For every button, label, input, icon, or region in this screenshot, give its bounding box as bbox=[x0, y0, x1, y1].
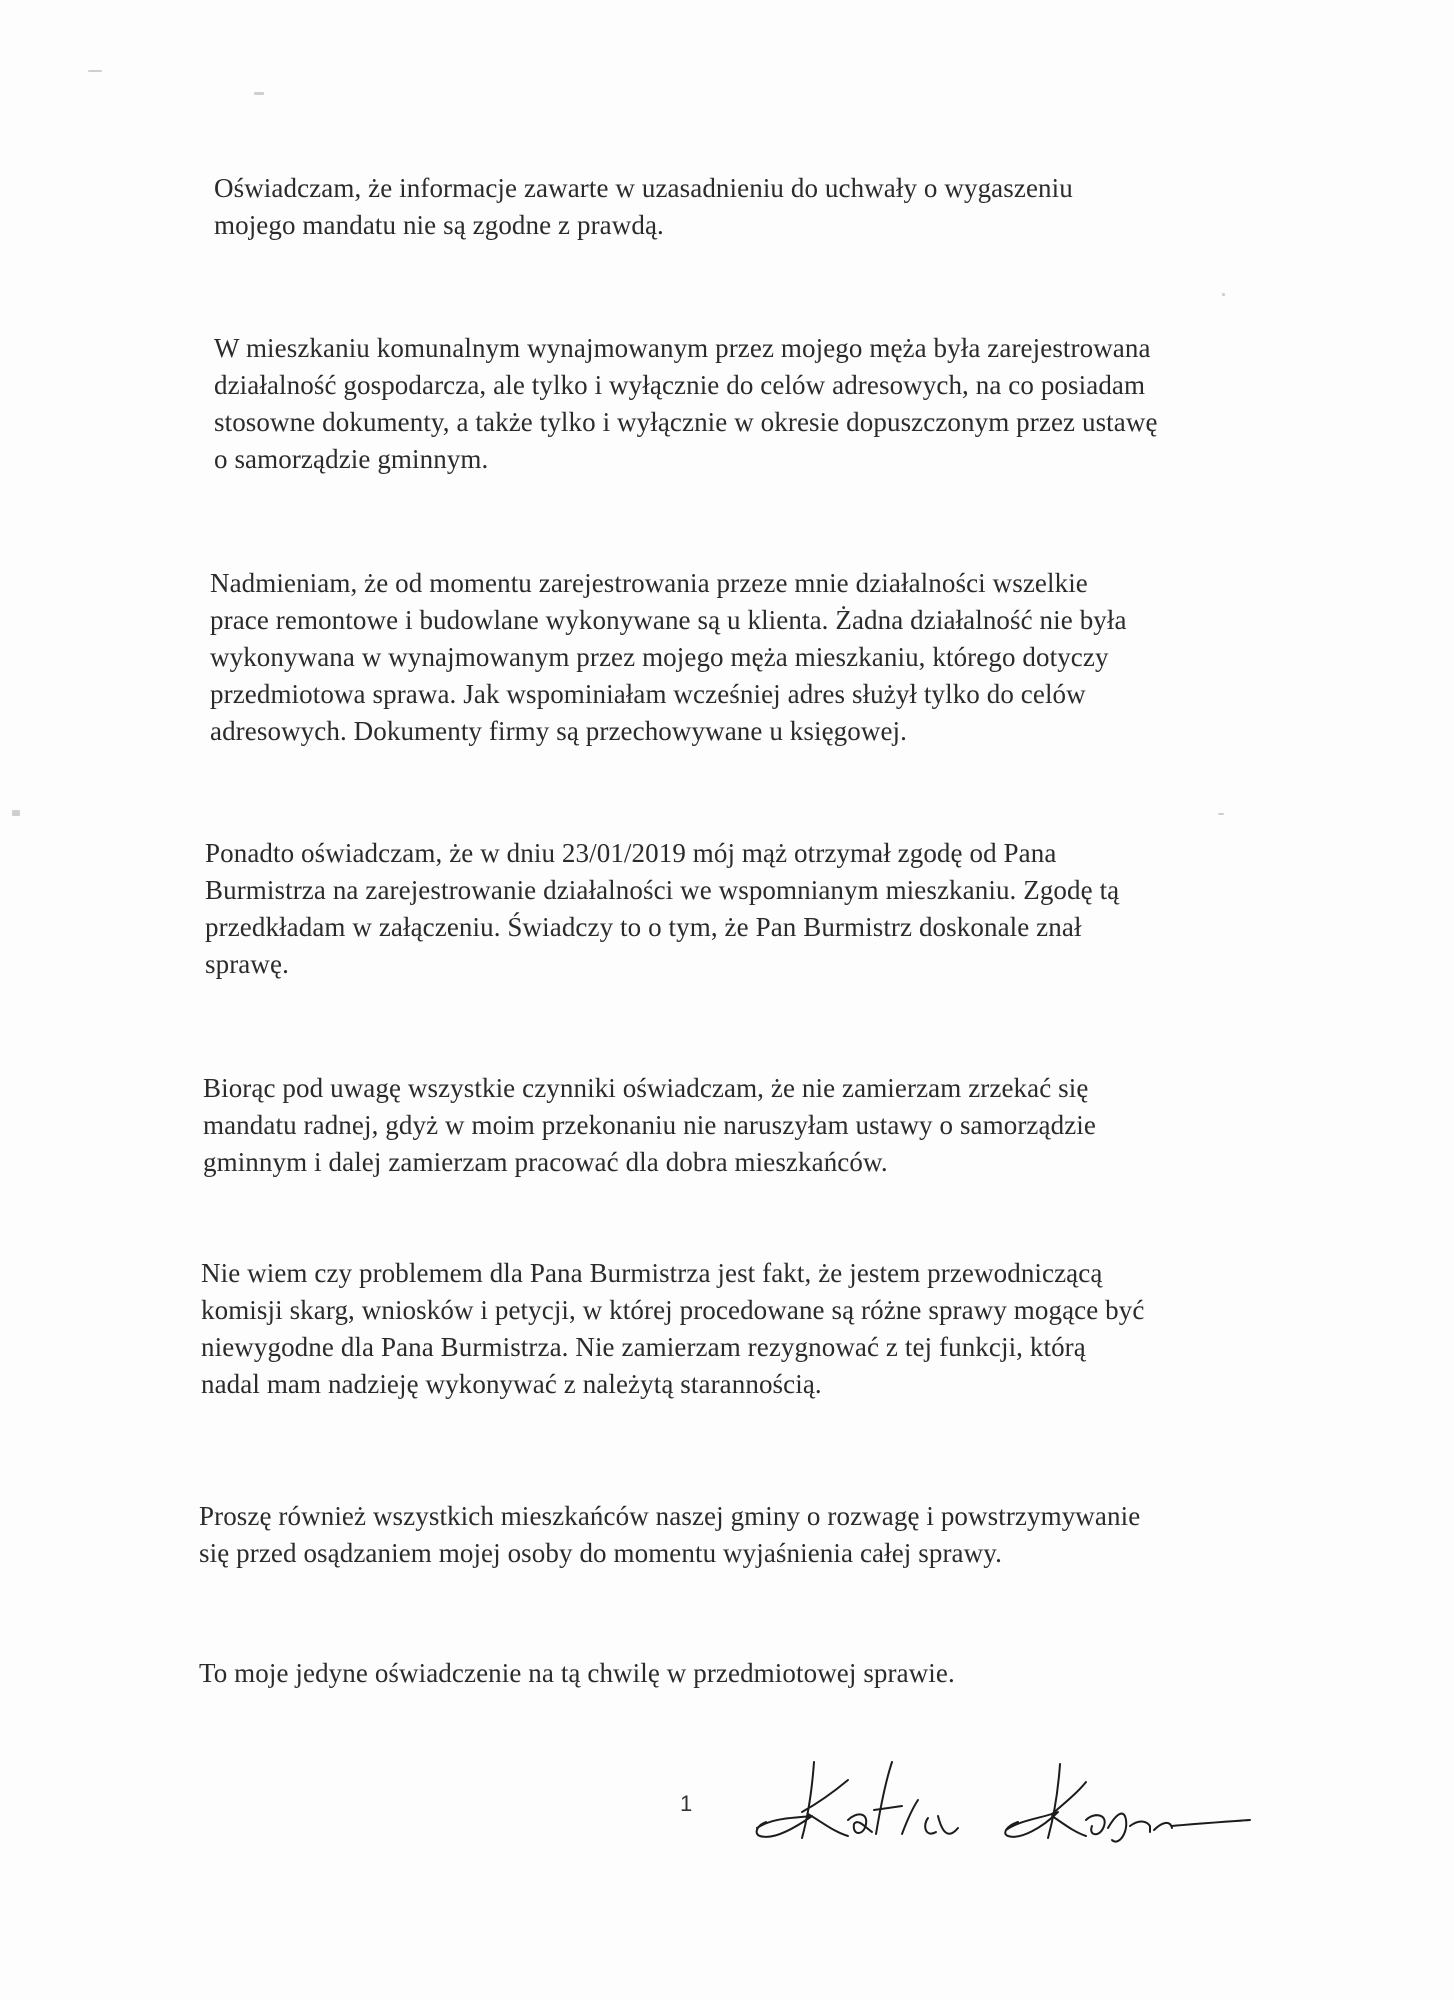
text-line: Ponadto oświadczam, że w dniu 23/01/2019 mój mąż otrzymał zgodę od Pana bbox=[205, 838, 1057, 868]
text-line: mojego mandatu nie są zgodne z prawdą. bbox=[214, 210, 664, 240]
paragraph-6 bbox=[201, 1255, 1144, 1403]
text-line: To moje jedyne oświadczenie na tą chwilę w przedmiotowej sprawie. bbox=[199, 1658, 955, 1688]
text-line: stosowne dokumenty, a także tylko i wyłącznie w okresie dopuszczonym przez ustawę bbox=[214, 407, 1158, 437]
paragraph-1 bbox=[214, 170, 1073, 244]
paragraph-2 bbox=[214, 330, 1158, 478]
paragraph-7 bbox=[199, 1498, 1140, 1572]
paragraph-8 bbox=[199, 1655, 955, 1692]
text-line: przedkładam w załączeniu. Świadczy to o tym, że Pan Burmistrz doskonale znał bbox=[205, 912, 1082, 942]
text-line: Nadmieniam, że od momentu zarejestrowania przeze mnie działalności wszelkie bbox=[210, 568, 1088, 598]
text-line: się przed osądzaniem mojej osoby do momentu wyjaśnienia całej sprawy. bbox=[199, 1538, 1002, 1568]
handwritten-signature-icon bbox=[752, 1750, 1252, 1860]
text-line: mandatu radnej, gdyż w moim przekonaniu nie naruszyłam ustawy o samorządzie bbox=[203, 1110, 1096, 1140]
scan-mark bbox=[1222, 293, 1225, 296]
scan-mark bbox=[254, 92, 264, 95]
scan-mark bbox=[1218, 813, 1224, 815]
text-line: przedmiotowa sprawa. Jak wspominiałam wcześniej adres służył tylko do celów bbox=[210, 679, 1086, 709]
text-line: W mieszkaniu komunalnym wynajmowanym przez mojego męża była zarejestrowana bbox=[214, 333, 1151, 363]
text-line: Oświadczam, że informacje zawarte w uzasadnieniu do uchwały o wygaszeniu bbox=[214, 173, 1073, 203]
scan-mark bbox=[12, 810, 20, 816]
text-line: Biorąc pod uwagę wszystkie czynniki oświadczam, że nie zamierzam zrzekać się bbox=[203, 1073, 1089, 1103]
page-number: 1 bbox=[680, 1791, 693, 1816]
text-line: działalność gospodarcza, ale tylko i wyłącznie do celów adresowych, na co posiadam bbox=[214, 370, 1146, 400]
text-line: Burmistrza na zarejestrowanie działalności we wspomnianym mieszkaniu. Zgodę tą bbox=[205, 875, 1120, 905]
text-line: nadal mam nadzieję wykonywać z należytą starannością. bbox=[201, 1369, 822, 1399]
text-line: niewygodne dla Pana Burmistrza. Nie zamierzam rezygnować z tej funkcji, którą bbox=[201, 1332, 1086, 1362]
text-line: sprawę. bbox=[205, 949, 289, 979]
paragraph-3 bbox=[210, 565, 1127, 750]
text-line: gminnym i dalej zamierzam pracować dla dobra mieszkańców. bbox=[203, 1147, 888, 1177]
text-line: Nie wiem czy problemem dla Pana Burmistrza jest fakt, że jestem przewodniczącą bbox=[201, 1258, 1103, 1288]
text-line: prace remontowe i budowlane wykonywane są u klienta. Żadna działalność nie była bbox=[210, 605, 1127, 635]
text-line: adresowych. Dokumenty firmy są przechowywane u księgowej. bbox=[210, 716, 907, 746]
text-line: wykonywana w wynajmowanym przez mojego męża mieszkaniu, którego dotyczy bbox=[210, 642, 1109, 672]
text-line: komisji skarg, wniosków i petycji, w której procedowane są różne sprawy mogące być bbox=[201, 1295, 1145, 1325]
paragraph-4 bbox=[205, 835, 1119, 983]
paragraph-5 bbox=[203, 1070, 1096, 1181]
text-line: o samorządzie gminnym. bbox=[214, 444, 489, 474]
scan-mark bbox=[88, 70, 102, 72]
text-line: Proszę również wszystkich mieszkańców naszej gminy o rozwagę i powstrzymywanie bbox=[199, 1501, 1141, 1531]
